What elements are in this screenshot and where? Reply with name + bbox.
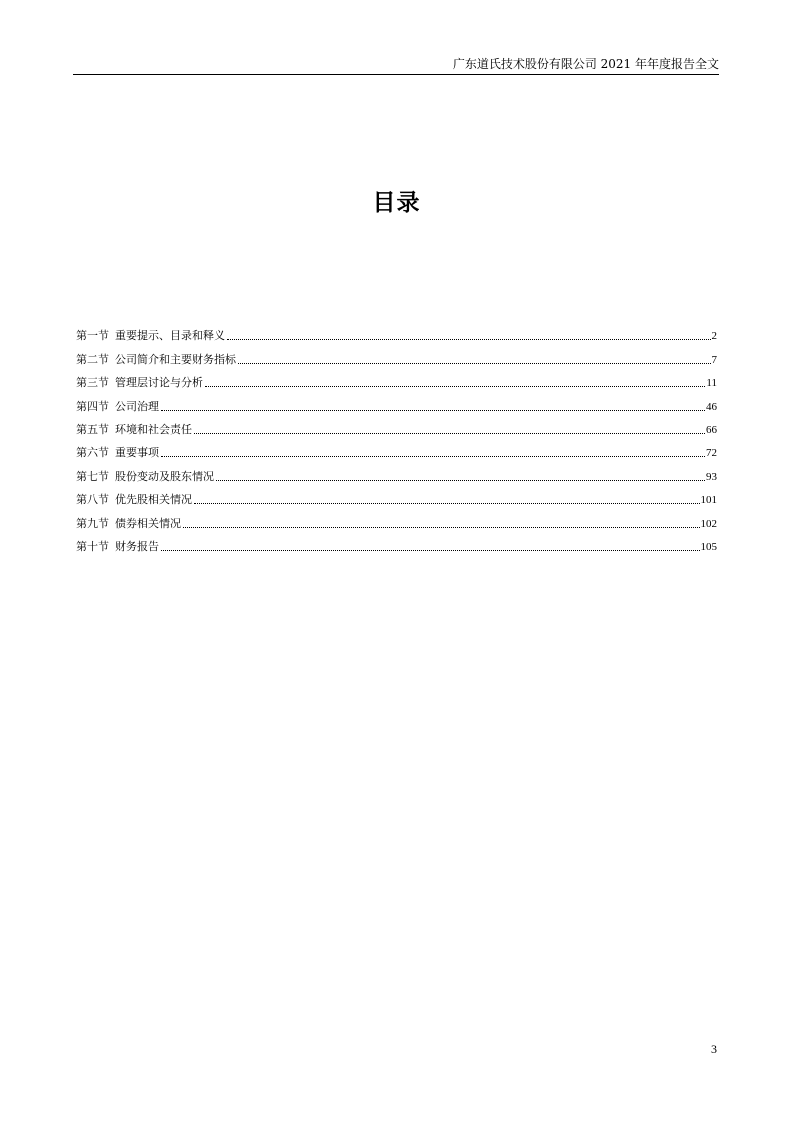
toc-page-number: 11	[706, 377, 717, 390]
toc-section-number: 第一节	[76, 329, 109, 343]
page-number: 3	[711, 1042, 717, 1056]
toc-dot-leader	[194, 503, 700, 504]
toc-dot-leader	[183, 527, 700, 528]
toc-section-number: 第十节	[76, 539, 109, 553]
page-title: 目录	[372, 190, 421, 216]
toc-section-number: 第八节	[76, 493, 109, 507]
toc-section-title: 优先股相关情况	[115, 493, 192, 507]
toc-dot-leader	[205, 386, 705, 387]
toc-entry[interactable]	[76, 460, 717, 483]
toc-page-number: 66	[706, 423, 717, 436]
toc-section-number: 第五节	[76, 422, 109, 436]
toc-page-number: 2	[711, 330, 717, 343]
header-title: 广东道氏技术股份有限公司 2021 年年度报告全文	[452, 57, 719, 71]
toc-entry[interactable]	[76, 390, 717, 413]
toc-section-number: 第七节	[76, 469, 109, 483]
toc-page-number: 7	[711, 353, 717, 366]
toc-section-title: 环境和社会责任	[115, 422, 192, 436]
toc-dot-leader	[227, 339, 711, 340]
toc-section-number: 第三节	[76, 376, 109, 390]
toc-entry[interactable]	[76, 320, 717, 343]
table-of-contents	[76, 320, 717, 554]
toc-dot-leader	[161, 550, 700, 551]
toc-section-number: 第二节	[76, 352, 109, 366]
toc-page-number: 101	[700, 494, 717, 507]
toc-dot-leader	[194, 433, 705, 434]
toc-section-number: 第四节	[76, 399, 109, 413]
toc-entry[interactable]	[76, 414, 717, 437]
toc-section-number: 第六节	[76, 446, 109, 460]
toc-section-title: 财务报告	[115, 539, 159, 553]
toc-section-title: 股份变动及股东情况	[115, 469, 214, 483]
toc-page-number: 105	[700, 540, 717, 553]
page-header	[73, 54, 719, 75]
toc-section-title: 债券相关情况	[115, 516, 181, 530]
toc-entry[interactable]	[76, 367, 717, 390]
toc-section-title: 公司简介和主要财务指标	[115, 352, 236, 366]
toc-entry[interactable]	[76, 484, 717, 507]
toc-section-title: 管理层讨论与分析	[115, 376, 203, 390]
toc-page-number: 93	[706, 470, 717, 483]
toc-dot-leader	[161, 456, 705, 457]
toc-page-number: 46	[706, 400, 717, 413]
toc-dot-leader	[216, 480, 705, 481]
toc-dot-leader	[238, 363, 711, 364]
toc-section-title: 公司治理	[115, 399, 159, 413]
toc-page-number: 72	[706, 447, 717, 460]
toc-section-title: 重要提示、目录和释义	[115, 329, 225, 343]
toc-entry[interactable]	[76, 343, 717, 366]
toc-page-number: 102	[700, 517, 717, 530]
toc-entry[interactable]	[76, 437, 717, 460]
toc-section-title: 重要事项	[115, 446, 159, 460]
toc-entry[interactable]	[76, 507, 717, 530]
toc-section-number: 第九节	[76, 516, 109, 530]
toc-dot-leader	[161, 410, 705, 411]
toc-entry[interactable]	[76, 531, 717, 554]
